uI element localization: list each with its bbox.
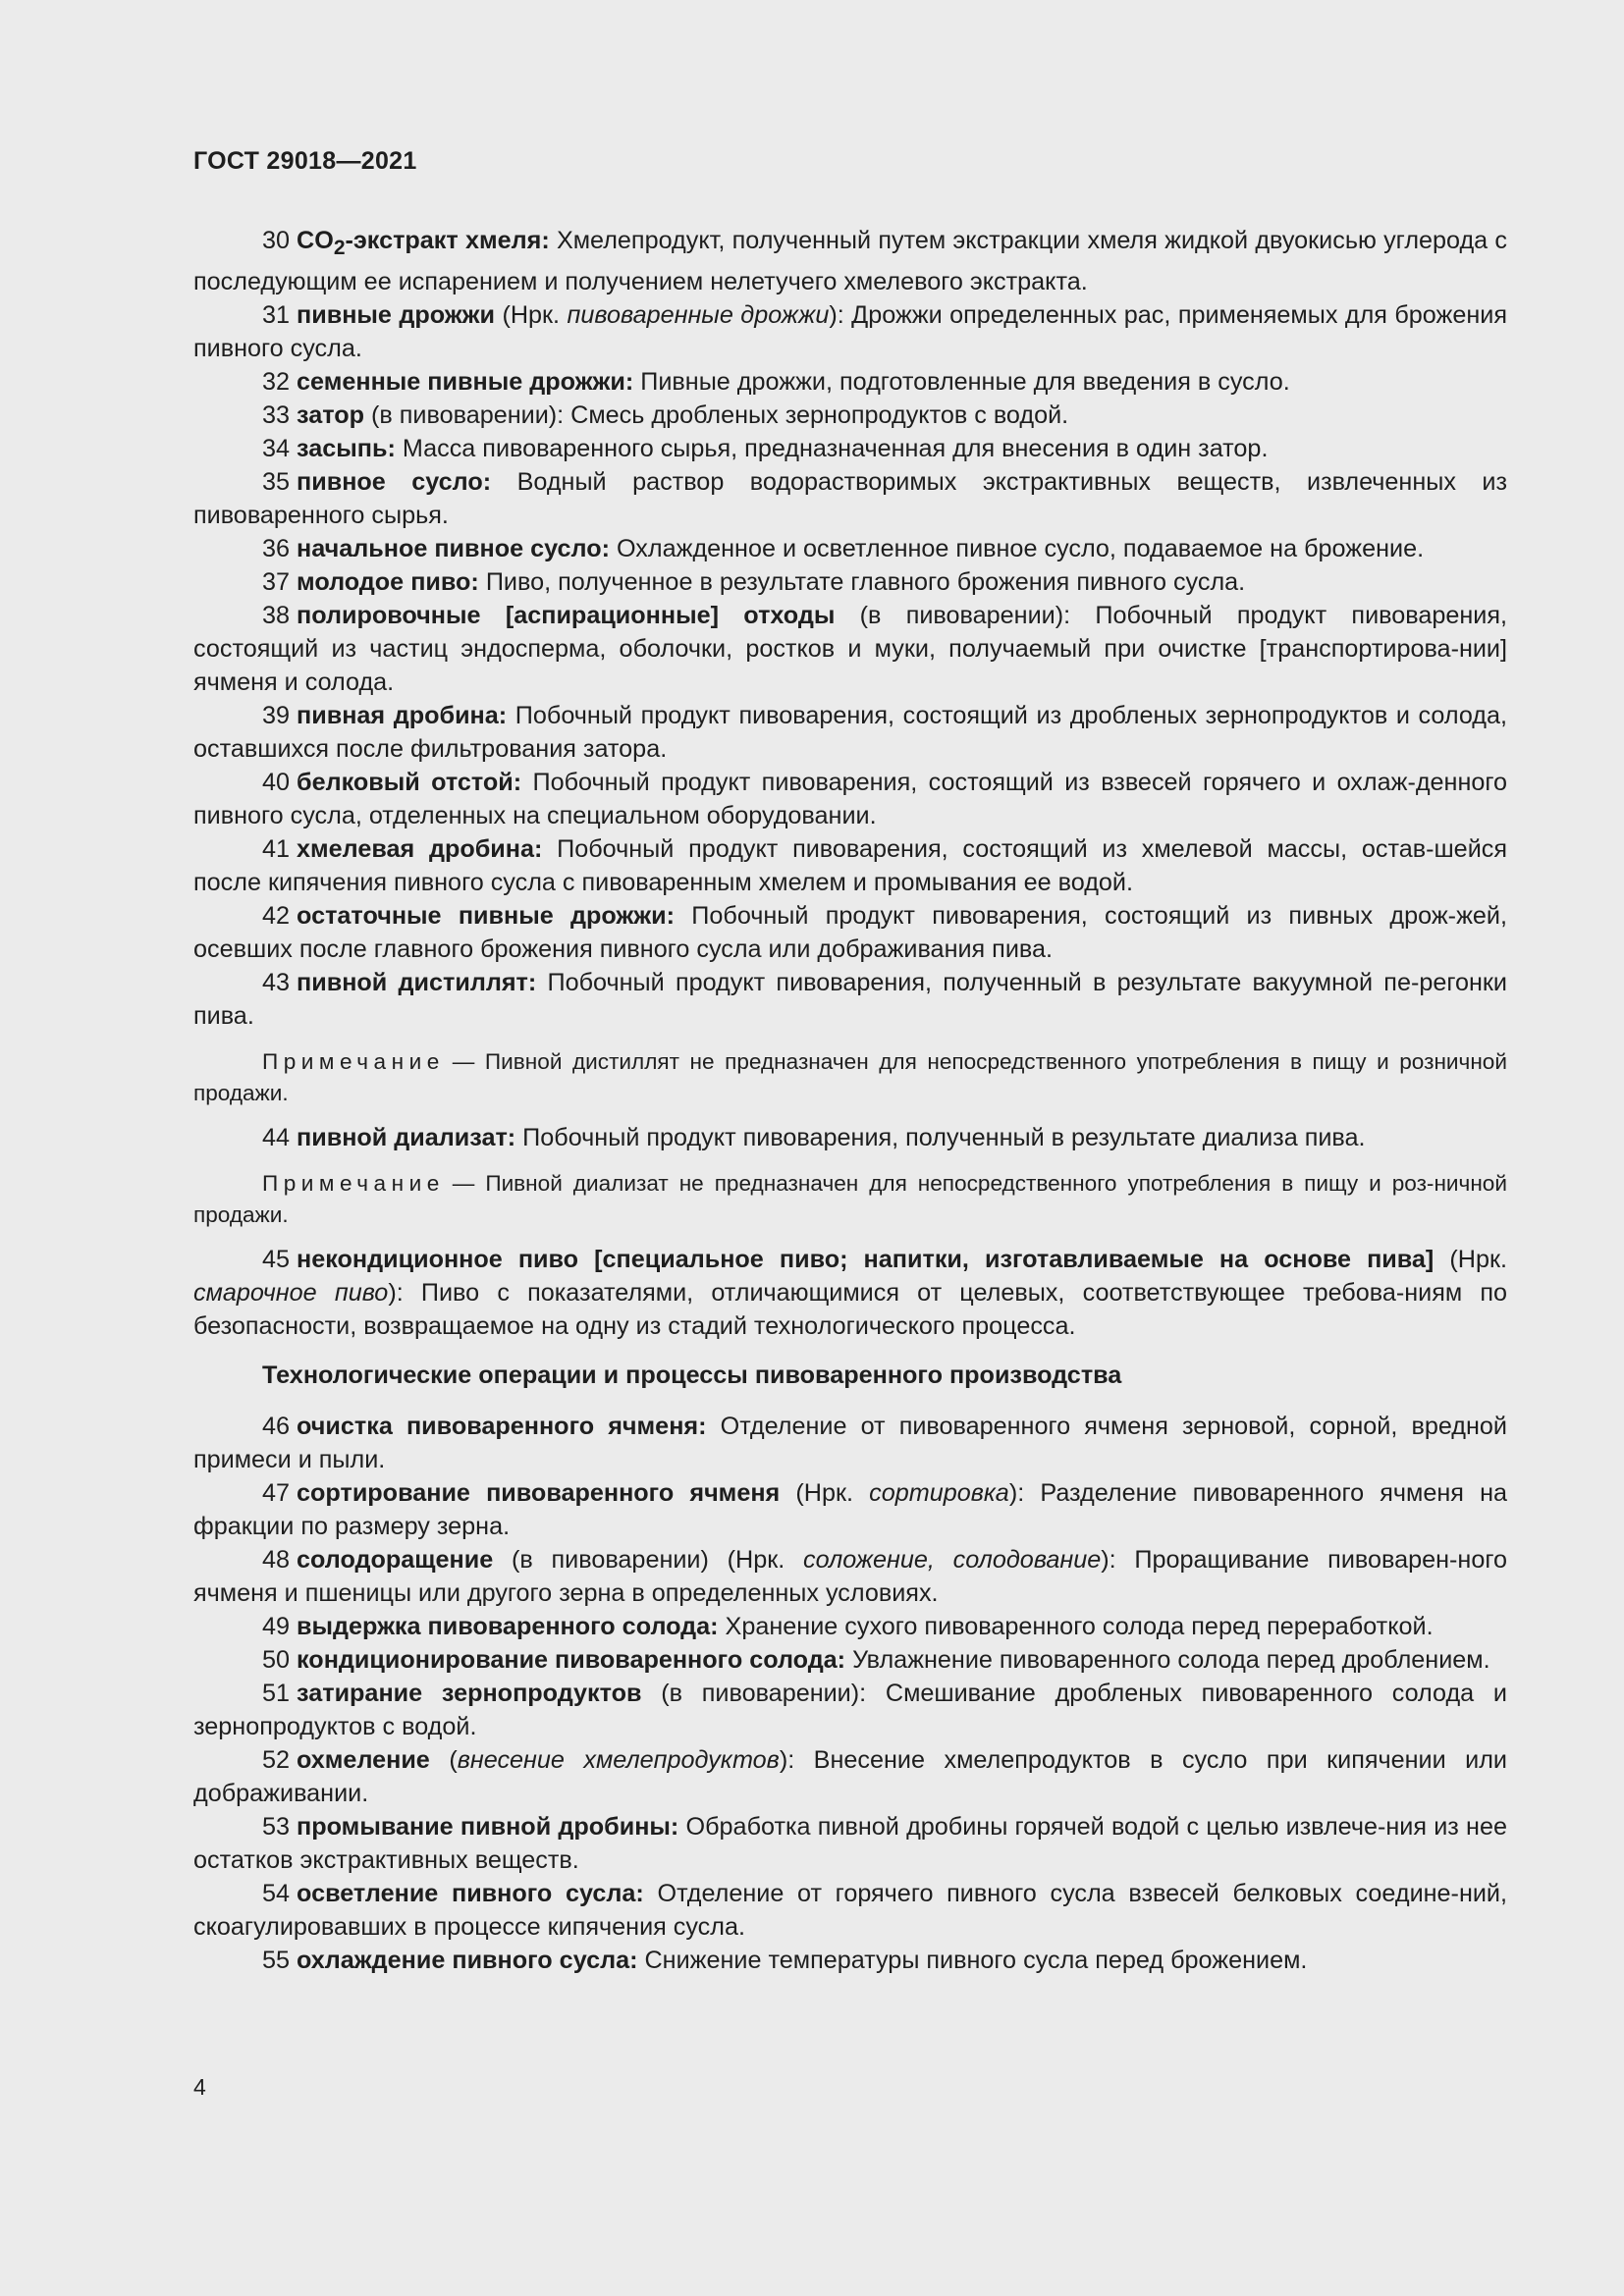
term-item: [193, 1810, 1507, 1877]
term-definition: Хранение сухого пивоваренного солода перед переработкой.: [718, 1613, 1434, 1641]
term-name: кондиционирование пивоваренного солода:: [297, 1646, 846, 1675]
term-item: [193, 1121, 1507, 1154]
term-definition: ): Дрожжи определенных рас, применяемых для брожения пивного сусла.: [193, 301, 1507, 363]
term-item: [193, 399, 1507, 432]
term-number: 50: [262, 1646, 291, 1675]
term-number: 42: [262, 902, 291, 931]
term-name: охмеление: [297, 1746, 430, 1775]
term-number: 40: [262, 769, 291, 797]
term-number: 31: [262, 301, 291, 330]
term-name: пивные дрожжи: [297, 301, 496, 330]
term-name: полировочные [аспирационные] отходы: [297, 602, 836, 630]
term-name: засыпь:: [297, 435, 396, 463]
document-header: ГОСТ 29018—2021: [193, 147, 417, 175]
term-number: 51: [262, 1680, 291, 1708]
term-definition: Побочный продукт пивоварения, состоящий из взвесей горячего и охлаж-денного пивного сусла, отделенных на специальном оборудовании.: [193, 769, 1508, 830]
term-name: начальное пивное сусло:: [297, 535, 610, 563]
term-definition: Увлажнение пивоваренного солода перед дроблением.: [845, 1646, 1490, 1675]
note-1: [193, 1046, 1507, 1109]
term-definition: Побочный продукт пивоварения, состоящий из дробленых зернопродуктов и солода, оставшихся после фильтрования затора.: [193, 702, 1507, 764]
term-number: 39: [262, 702, 291, 730]
term-item: [193, 298, 1507, 365]
term-definition: (в пивоварении): Побочный продукт пивоварения, состоящий из частиц эндосперма, оболочки, ростков и муки, получаемый при очистке [транспортирова-нии] ячменя и солода.: [193, 602, 1507, 697]
note-2: [193, 1168, 1507, 1231]
term-item: [193, 832, 1507, 899]
page-number: 4: [193, 2074, 206, 2100]
term-item: [193, 224, 1507, 298]
term-item: [193, 532, 1507, 565]
term-number: 36: [262, 535, 291, 563]
term-definition: Отделение от пивоваренного ячменя зерновой, сорной, вредной примеси и пыли.: [193, 1413, 1507, 1474]
term-number: 35: [262, 468, 291, 497]
term-definition: ): Пиво с показателями, отличающимися от целевых, соответствующее требова-ниям по безопасности, возвращаемое на одну из стадий технологического процесса.: [193, 1279, 1507, 1341]
term-item: [193, 1243, 1507, 1343]
term-pre: (Нрк.: [780, 1479, 870, 1508]
term-definition: Побочный продукт пивоварения, состоящий из хмелевой массы, остав-шейся после кипячения пивного сусла с пивоваренным хмелем и промывания ее водой.: [193, 835, 1507, 897]
term-number: 54: [262, 1880, 291, 1908]
term-name: пивное сусло:: [297, 468, 492, 497]
term-deprecated: внесение хмелепродуктов: [457, 1746, 780, 1775]
term-number: 52: [262, 1746, 291, 1775]
term-definition: Побочный продукт пивоварения, полученный в результате диализа пива.: [515, 1124, 1366, 1152]
note-text: — Пивной диализат не предназначен для непосредственного употребления в пищу и роз-ничной продажи.: [193, 1171, 1507, 1228]
term-definition: Побочный продукт пивоварения, состоящий из пивных дрож-жей, осевших после главного брожения пивного сусла или дображивания пива.: [193, 902, 1507, 964]
term-name: некондиционное пиво [специальное пиво; напитки, изготавливаемые на основе пива]: [297, 1246, 1435, 1274]
term-definition: Снижение температуры пивного сусла перед брожением.: [637, 1947, 1308, 1975]
term-number: 30: [262, 227, 291, 254]
term-name: белковый отстой:: [297, 769, 522, 797]
term-number: 48: [262, 1546, 291, 1575]
section-heading: Технологические операции и процессы пивоваренного производства: [262, 1362, 1122, 1390]
term-name: сортирование пивоваренного ячменя: [297, 1479, 781, 1508]
term-name: пивной диализат:: [297, 1124, 516, 1152]
term-pre: (Нрк.: [495, 301, 568, 330]
term-name: промывание пивной дробины:: [297, 1813, 679, 1842]
term-name: солодоращение: [297, 1546, 494, 1575]
term-item: [193, 565, 1507, 599]
note-label: Примечание: [262, 1171, 445, 1197]
term-item: [193, 1643, 1507, 1677]
term-name: осветление пивного сусла:: [297, 1880, 644, 1908]
term-subscript: 2: [333, 237, 346, 260]
term-definition: Пивные дрожжи, подготовленные для введения в сусло.: [633, 368, 1290, 397]
term-number: 37: [262, 568, 291, 597]
term-deprecated: смарочное пиво: [193, 1279, 389, 1308]
note-label: Примечание: [262, 1049, 445, 1075]
term-deprecated: пивоваренные дрожжи: [567, 301, 830, 330]
term-number: 55: [262, 1947, 291, 1975]
term-definition: Масса пивоваренного сырья, предназначенная для внесения в один затор.: [395, 435, 1269, 463]
term-item: [193, 1877, 1507, 1944]
term-deprecated: сортировка: [869, 1479, 1009, 1508]
term-number: 44: [262, 1124, 291, 1152]
term-definition: ): Внесение хмелепродуктов в сусло при кипячении или дображивании.: [193, 1746, 1508, 1808]
term-name: [297, 227, 550, 260]
term-deprecated: соложение, солодование: [802, 1546, 1102, 1575]
term-number: 38: [262, 602, 291, 630]
term-pre: (Нрк.: [1434, 1246, 1507, 1274]
term-name-part: CO: [297, 227, 334, 254]
term-definition: (в пивоварении): Смесь дробленых зернопродуктов с водой.: [364, 401, 1069, 430]
term-number: 33: [262, 401, 291, 430]
terms-list-b: [193, 1410, 1507, 1977]
term-item: [193, 1944, 1507, 1977]
term-item: [193, 699, 1507, 766]
term-definition: Пиво, полученное в результате главного брожения пивного сусла.: [478, 568, 1246, 597]
term-number: 43: [262, 969, 291, 997]
term-pre: (в пивоварении) (Нрк.: [493, 1546, 803, 1575]
term-definition: Побочный продукт пивоварения, полученный в результате вакуумной пе-регонки пива.: [193, 969, 1507, 1031]
term-item: [193, 1410, 1507, 1476]
term-name: остаточные пивные дрожжи:: [297, 902, 676, 931]
term-item: [193, 1543, 1507, 1610]
term-definition: Обработка пивной дробины горячей водой с целью извлече-ния из нее остатков экстрактивных веществ.: [193, 1813, 1507, 1875]
term-name: пивной дистиллят:: [297, 969, 537, 997]
term-name: очистка пивоваренного ячменя:: [297, 1413, 707, 1441]
term-definition: Водный раствор водорастворимых экстрактивных веществ, извлеченных из пивоваренного сырья.: [193, 468, 1508, 530]
term-number: 53: [262, 1813, 291, 1842]
document-body: [193, 224, 1507, 1977]
term-item: [193, 1476, 1507, 1543]
term-number: 47: [262, 1479, 291, 1508]
term-item: [193, 365, 1507, 399]
terms-list-a: [193, 224, 1507, 1033]
term-definition: (в пивоварении): Смешивание дробленых пивоваренного солода и зернопродуктов с водой.: [193, 1680, 1507, 1741]
term-number: 49: [262, 1613, 291, 1641]
term-item: [193, 1677, 1507, 1743]
term-name: семенные пивные дрожжи:: [297, 368, 634, 397]
term-name: хмелевая дробина:: [297, 835, 543, 864]
note-text: — Пивной дистиллят не предназначен для непосредственного употребления в пищу и розничной продажи.: [193, 1049, 1507, 1106]
term-number: 41: [262, 835, 291, 864]
term-number: 45: [262, 1246, 291, 1274]
term-name: затор: [297, 401, 365, 430]
term-pre: (: [429, 1746, 458, 1775]
term-item: [193, 766, 1507, 832]
term-number: 46: [262, 1413, 291, 1441]
term-definition: Отделение от горячего пивного сусла взвесей белковых соедине-ний, скоагулировавших в процессе кипячения сусла.: [193, 1880, 1507, 1942]
term-name: охлаждение пивного сусла:: [297, 1947, 638, 1975]
term-item: [193, 1610, 1507, 1643]
term-name: затирание зернопродуктов: [297, 1680, 642, 1708]
term-item: [193, 432, 1507, 465]
term-number: 34: [262, 435, 291, 463]
term-name: выдержка пивоваренного солода:: [297, 1613, 719, 1641]
term-name: пивная дробина:: [297, 702, 508, 730]
term-item: [193, 899, 1507, 966]
term-name: молодое пиво:: [297, 568, 479, 597]
term-name-part: -экстракт хмеля:: [345, 227, 550, 254]
term-definition: Хмелепродукт, полученный путем экстракции хмеля жидкой двуокисью углерода с последующим ее испарением и получением нелетучего хмелевого экстракта.: [193, 227, 1508, 296]
term-number: 32: [262, 368, 291, 397]
term-definition: ): Разделение пивоваренного ячменя на фракции по размеру зерна.: [193, 1479, 1507, 1541]
term-item: [193, 599, 1507, 699]
term-item: [193, 465, 1507, 532]
term-definition: Охлажденное и осветленное пивное сусло, подаваемое на брожение.: [609, 535, 1425, 563]
term-definition: ): Проращивание пивоварен-ного ячменя и пшеницы или другого зерна в определенных условиях.: [193, 1546, 1507, 1608]
term-item: [193, 1743, 1507, 1810]
term-item: [193, 966, 1507, 1033]
